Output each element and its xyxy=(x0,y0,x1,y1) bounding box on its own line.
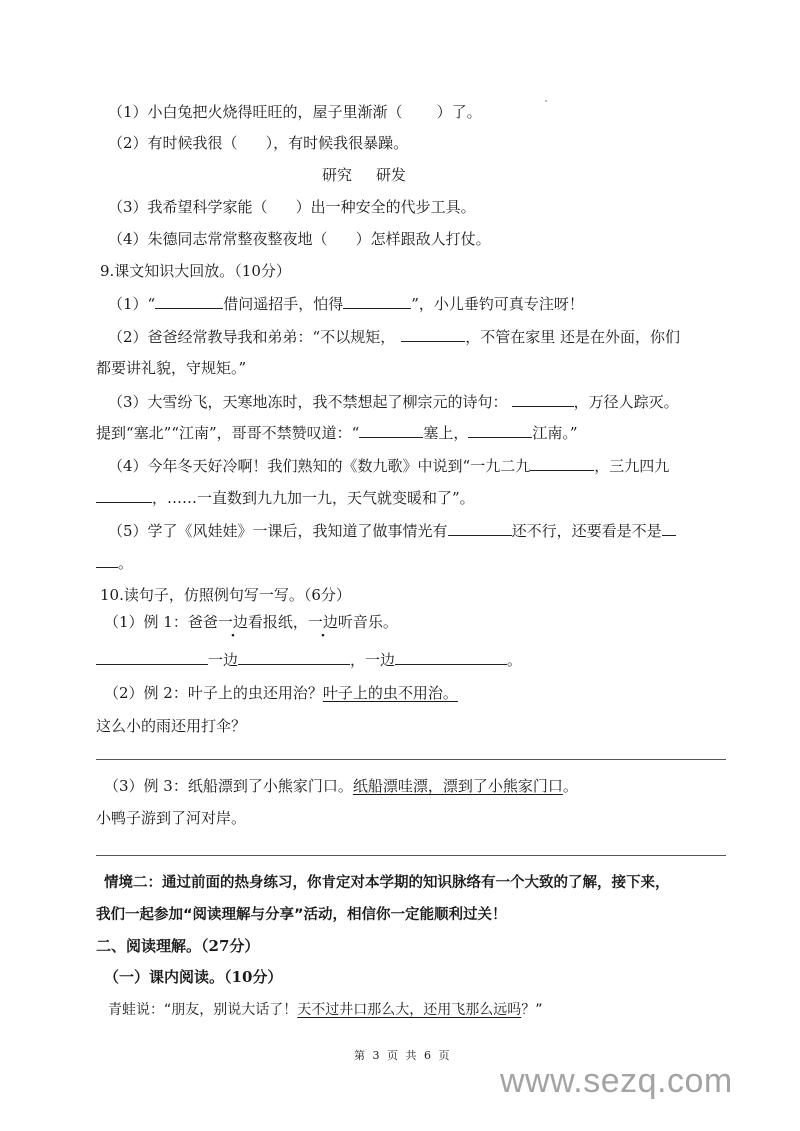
example-text: 。 xyxy=(562,777,578,795)
q8-item-4 xyxy=(108,229,491,249)
scenario-2-line-2: 我们一起参加“阅读理解与分享”活动，相信你一定能顺利过关！ xyxy=(96,907,507,923)
q10-prompt-2: 这么小的雨还用打伞？ xyxy=(96,717,247,735)
answer-blank[interactable] xyxy=(395,649,507,665)
answer-blank[interactable] xyxy=(530,455,594,471)
item-text: ），有时候我很暴躁。 xyxy=(265,134,409,152)
q9-item-2-cont: 都要讲礼貌，守规矩。” xyxy=(96,359,247,377)
scenario-2-line-1: 情境二：通过前面的热身练习，你肯定对本学期的知识脉络有一个大致的了解，接下来， xyxy=(104,875,670,891)
item-label: （1） xyxy=(108,295,148,313)
q9-item-2 xyxy=(108,326,680,347)
q9-item-4 xyxy=(108,455,669,476)
q9-item-5 xyxy=(108,520,676,541)
item-text: 有时候我很（ xyxy=(147,134,238,152)
item-label: （4） xyxy=(108,457,148,475)
example-label: （2）例 2： xyxy=(104,684,188,702)
answer-blank[interactable] xyxy=(512,391,574,407)
item-text: 小白兔把火烧得旺旺的，屋子里渐渐（ xyxy=(147,103,403,121)
emphasis-dotted-text: 一边 xyxy=(217,613,248,631)
item-label: （3） xyxy=(108,198,148,216)
answer-blank[interactable] xyxy=(96,649,208,665)
section-2-title: 二、阅读理解。（27分） xyxy=(96,937,260,955)
item-text: ，……一直数到九九加一九，天气就变暖和了”。 xyxy=(152,489,475,507)
word-choices xyxy=(322,165,406,185)
answer-blank[interactable] xyxy=(96,487,152,503)
reading-passage xyxy=(108,1000,543,1020)
answer-blank[interactable] xyxy=(448,520,512,536)
answer-blank[interactable] xyxy=(401,326,465,342)
answer-blank[interactable] xyxy=(468,422,532,438)
item-text: 朱德同志常常整夜整夜地（ xyxy=(147,230,328,248)
q9-item-3 xyxy=(108,391,679,412)
item-label: （3） xyxy=(108,393,148,411)
item-text: ，不管在家里 还是在外面，你们 xyxy=(465,328,680,346)
passage-text: 青蛙说：“朋友，别说大话了！ xyxy=(108,1002,298,1018)
example-text: 纸船漂到了小熊家门口。 xyxy=(187,777,353,795)
item-text: “ xyxy=(147,295,156,313)
answer-text: 一边 xyxy=(208,651,239,669)
q8-item-2 xyxy=(108,133,408,153)
q10-example-2 xyxy=(104,683,458,703)
q10-prompt-3: 小鸭子游到了河对岸。 xyxy=(96,809,247,827)
answer-text: ，一边 xyxy=(350,651,396,669)
example-label: （3）例 3： xyxy=(104,777,188,795)
example-text: 叶子上的虫还用治？ xyxy=(187,684,323,702)
emphasis-dotted-text: 一边 xyxy=(307,613,338,631)
item-text: 还不行，还要看是不是 xyxy=(511,522,662,540)
q9-item-1 xyxy=(108,293,584,314)
item-text: 江南。” xyxy=(532,424,578,442)
section-2-subsection-1: （一）课内阅读。（10分） xyxy=(104,968,283,986)
item-text: 大雪纷飞，天寒地冻时，我不禁想起了柳宗元的诗句： xyxy=(147,393,508,411)
example-label: （1）例 1： xyxy=(104,613,188,631)
answer-blank[interactable] xyxy=(662,520,676,536)
word-choice: 研究 xyxy=(322,166,353,184)
item-text: ）怎样跟敌人打仗。 xyxy=(355,230,491,248)
underlined-passage-text: 天不过井口那么大，还用飞那么远吗 xyxy=(297,1002,522,1018)
item-text: 借问遥招手，怕得 xyxy=(223,295,344,313)
q9-title: 9.课文知识大回放。（10分） xyxy=(100,262,291,280)
item-text: 学了《风娃娃》一课后，我知道了做事情光有 xyxy=(147,522,448,540)
item-text: 爸爸经常教导我和弟弟：“不以规矩， xyxy=(147,328,396,346)
q10-answer-1 xyxy=(96,649,522,670)
q8-item-3 xyxy=(108,197,476,217)
page-number: 第 3 页 共 6 页 xyxy=(354,1049,452,1062)
watermark: www.sezq.com xyxy=(500,1062,733,1100)
item-label: （1） xyxy=(108,103,148,121)
item-text: 提到“塞北”“江南”，哥哥不禁赞叹道：“ xyxy=(96,424,360,442)
item-label: （5） xyxy=(108,522,148,540)
underlined-example-answer: 纸船漂哇漂，漂到了小熊家门口 xyxy=(352,777,563,795)
underlined-example-answer: 叶子上的虫不用治。 xyxy=(322,684,458,702)
answer-blank[interactable] xyxy=(238,649,350,665)
q10-example-3 xyxy=(104,776,578,796)
q8-item-1 xyxy=(108,102,482,122)
item-label: （4） xyxy=(108,230,148,248)
item-text: ）了。 xyxy=(436,103,482,121)
scan-speck xyxy=(545,100,547,102)
q9-item-3-cont xyxy=(96,422,578,443)
item-text: ”，小儿垂钓可真专注呀！ xyxy=(411,295,584,313)
item-text: 今年冬天好冷啊！我们熟知的《数九歌》中说到“一九二九 xyxy=(147,457,531,475)
item-text: 我希望科学家能（ xyxy=(147,198,268,216)
item-label: （2） xyxy=(108,134,148,152)
q9-item-4-cont xyxy=(96,487,475,508)
item-label: （2） xyxy=(108,328,148,346)
answer-blank[interactable] xyxy=(359,422,423,438)
answer-line[interactable] xyxy=(96,759,726,760)
answer-blank[interactable] xyxy=(343,293,411,309)
word-choice: 研发 xyxy=(376,166,407,184)
item-text: ，万径人踪灭。 xyxy=(573,393,679,411)
answer-line[interactable] xyxy=(96,855,726,856)
q10-example-1 xyxy=(104,612,398,632)
q10-title: 10.读句子，仿照例句写一写。（6分） xyxy=(100,586,351,604)
example-text: 看报纸， xyxy=(247,613,308,631)
answer-text: 。 xyxy=(507,651,523,669)
passage-text: ？” xyxy=(521,1002,543,1018)
item-text: ，三九四九 xyxy=(594,457,670,475)
example-text: 听音乐。 xyxy=(337,613,398,631)
item-text: 。 xyxy=(118,554,134,572)
answer-blank[interactable] xyxy=(96,552,118,568)
item-text: ）出一种安全的代步工具。 xyxy=(295,198,476,216)
item-text: 塞上， xyxy=(423,424,469,442)
q9-item-5-cont xyxy=(96,552,133,573)
example-text: 爸爸 xyxy=(187,613,218,631)
answer-blank[interactable] xyxy=(155,293,223,309)
